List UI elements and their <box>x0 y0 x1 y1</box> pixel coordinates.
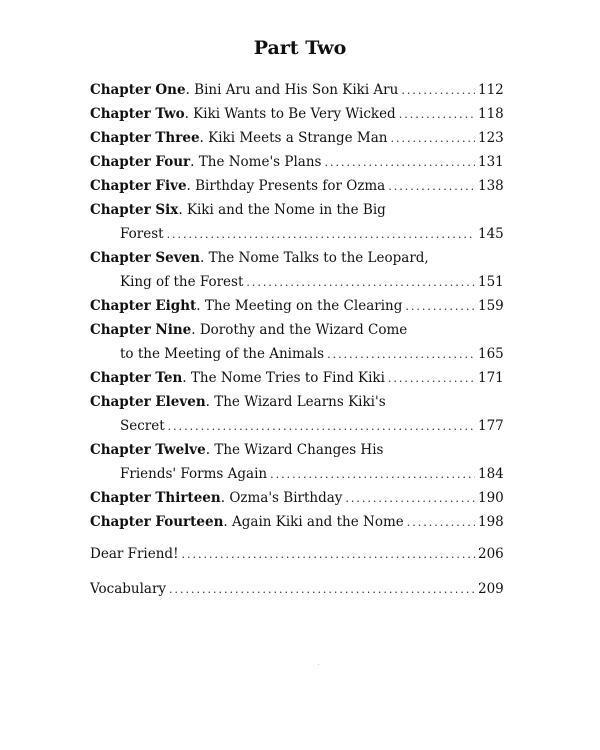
chapter-number: Chapter Eleven <box>90 394 206 410</box>
toc-label: Dear Friend! <box>90 546 179 562</box>
toc-entry <box>90 174 502 198</box>
page-number: 206 <box>478 546 504 562</box>
toc-line <box>90 198 502 222</box>
toc-line <box>90 486 502 510</box>
toc-line <box>90 174 502 198</box>
chapter-title: Kiki Wants to Be Very Wicked <box>193 106 396 122</box>
toc-label: Chapter Six. Kiki and the Nome in the Big <box>90 202 386 218</box>
chapter-title-continued: Secret <box>120 418 165 434</box>
toc-entry <box>90 246 502 294</box>
toc-label: Chapter Nine. Dorothy and the Wizard Come <box>90 322 408 338</box>
page-number: 171 <box>478 370 504 386</box>
leader-dots <box>324 151 475 175</box>
toc-line-continued <box>90 414 502 438</box>
toc-entry <box>90 542 502 566</box>
chapter-title-continued: Friends' Forms Again <box>120 466 268 482</box>
page-title: Part Two <box>253 37 347 59</box>
leader-dots <box>182 543 476 567</box>
chapter-title: The Nome Talks to the Leopard, <box>208 250 429 266</box>
chapter-number: Chapter Twelve <box>90 442 206 458</box>
toc-label: Chapter Three. Kiki Meets a Strange Man <box>90 130 388 146</box>
page-number: 131 <box>478 154 504 170</box>
toc-line-continued <box>90 270 502 294</box>
page-number: 209 <box>478 581 504 597</box>
page-number: 123 <box>478 130 504 146</box>
toc-entry <box>90 126 502 150</box>
toc-label: Chapter Fourteen. Again Kiki and the Nome <box>90 514 404 530</box>
chapter-number: Chapter One <box>90 82 186 98</box>
chapter-title: Kiki Meets a Strange Man <box>208 130 388 146</box>
chapter-title: Again Kiki and the Nome <box>232 514 404 530</box>
toc-entry <box>90 366 502 390</box>
toc-line <box>90 78 502 102</box>
chapter-number: Chapter Three <box>90 130 200 146</box>
chapter-title: Bini Aru and His Son Kiki Aru <box>194 82 399 98</box>
toc-label: Chapter Eight. The Meeting on the Clearing <box>90 298 403 314</box>
toc-entry <box>90 294 502 318</box>
chapter-number: Chapter Two <box>90 106 185 122</box>
leader-dots <box>388 175 475 199</box>
leader-dots <box>407 511 475 535</box>
toc-line <box>90 294 502 318</box>
toc-line <box>90 318 502 342</box>
toc-line-continued <box>90 222 502 246</box>
page-number: 184 <box>478 466 504 482</box>
chapter-title: Birthday Presents for Ozma <box>195 178 386 194</box>
leader-dots <box>167 223 475 247</box>
leader-dots <box>270 463 475 487</box>
toc-label: Chapter Seven. The Nome Talks to the Leopard, <box>90 250 429 266</box>
chapter-title-continued: to the Meeting of the Animals <box>120 346 325 362</box>
toc-label: Chapter Eleven. The Wizard Learns Kiki's <box>90 394 386 410</box>
toc-line <box>90 390 502 414</box>
paper-speck <box>318 664 319 665</box>
toc-label: Chapter One. Bini Aru and His Son Kiki Aru <box>90 82 399 98</box>
chapter-number: Chapter Seven <box>90 250 200 266</box>
toc-entry <box>90 78 502 102</box>
toc-label: Chapter Five. Birthday Presents for Ozma <box>90 178 386 194</box>
page-number: 138 <box>478 178 504 194</box>
toc-label: Chapter Ten. The Nome Tries to Find Kiki <box>90 370 385 386</box>
page-number: 165 <box>478 346 504 362</box>
chapter-number: Chapter Fourteen <box>90 514 224 530</box>
page-number: 198 <box>478 514 504 530</box>
chapter-number: Chapter Six <box>90 202 179 218</box>
leader-dots <box>388 367 475 391</box>
chapter-title: The Nome Tries to Find Kiki <box>190 370 385 386</box>
chapter-number: Chapter Four <box>90 154 191 170</box>
leader-dots <box>399 103 475 127</box>
toc-line <box>90 510 502 534</box>
toc-line <box>90 126 502 150</box>
chapter-number: Chapter Eight <box>90 298 197 314</box>
toc-line <box>90 577 502 601</box>
toc-line-continued <box>90 462 502 486</box>
chapter-title: Kiki and the Nome in the Big <box>186 202 386 218</box>
chapter-title: Ozma's Birthday <box>229 490 343 506</box>
toc-entry <box>90 390 502 438</box>
leader-dots <box>345 487 475 511</box>
page-number: 177 <box>478 418 504 434</box>
page-number: 145 <box>478 226 504 242</box>
toc-line-continued <box>90 342 502 366</box>
toc-line <box>90 542 502 566</box>
toc-label: Chapter Twelve. The Wizard Changes His <box>90 442 384 458</box>
section-gap <box>90 534 502 542</box>
leader-dots <box>246 271 475 295</box>
toc-label: Vocabulary <box>90 581 167 597</box>
toc-entry <box>90 318 502 366</box>
page-number: 159 <box>478 298 504 314</box>
toc-entry <box>90 102 502 126</box>
chapter-number: Chapter Nine <box>90 322 192 338</box>
toc-line <box>90 102 502 126</box>
toc-label: Chapter Thirteen. Ozma's Birthday <box>90 490 343 506</box>
leader-dots <box>401 79 475 103</box>
chapter-title-continued: King of the Forest <box>120 274 244 290</box>
toc-label: Chapter Two. Kiki Wants to Be Very Wicked <box>90 106 396 122</box>
toc-entry <box>90 150 502 174</box>
toc-line <box>90 366 502 390</box>
chapter-number: Chapter Five <box>90 178 187 194</box>
toc-line <box>90 246 502 270</box>
leader-dots <box>327 343 475 367</box>
toc-entry <box>90 486 502 510</box>
chapter-number: Chapter Thirteen <box>90 490 221 506</box>
page-number: 151 <box>478 274 504 290</box>
leader-dots <box>169 578 475 602</box>
table-of-contents <box>90 78 502 601</box>
page-number: 118 <box>478 106 504 122</box>
toc-entry <box>90 438 502 486</box>
toc-line <box>90 150 502 174</box>
leader-dots <box>168 415 475 439</box>
toc-entry <box>90 198 502 246</box>
chapter-title-continued: Forest <box>120 226 164 242</box>
chapter-title: The Wizard Learns Kiki's <box>214 394 386 410</box>
chapter-title: Dorothy and the Wizard Come <box>199 322 408 338</box>
section-gap <box>90 566 502 577</box>
toc-entry <box>90 510 502 534</box>
leader-dots <box>390 127 475 151</box>
chapter-title: The Meeting on the Clearing <box>204 298 403 314</box>
page-number: 112 <box>478 82 504 98</box>
chapter-title: The Nome's Plans <box>198 154 322 170</box>
toc-label: Chapter Four. The Nome's Plans <box>90 154 322 170</box>
leader-dots <box>405 295 475 319</box>
toc-line <box>90 438 502 462</box>
toc-entry <box>90 577 502 601</box>
chapter-title: The Wizard Changes His <box>214 442 384 458</box>
page-number: 190 <box>478 490 504 506</box>
chapter-number: Chapter Ten <box>90 370 183 386</box>
